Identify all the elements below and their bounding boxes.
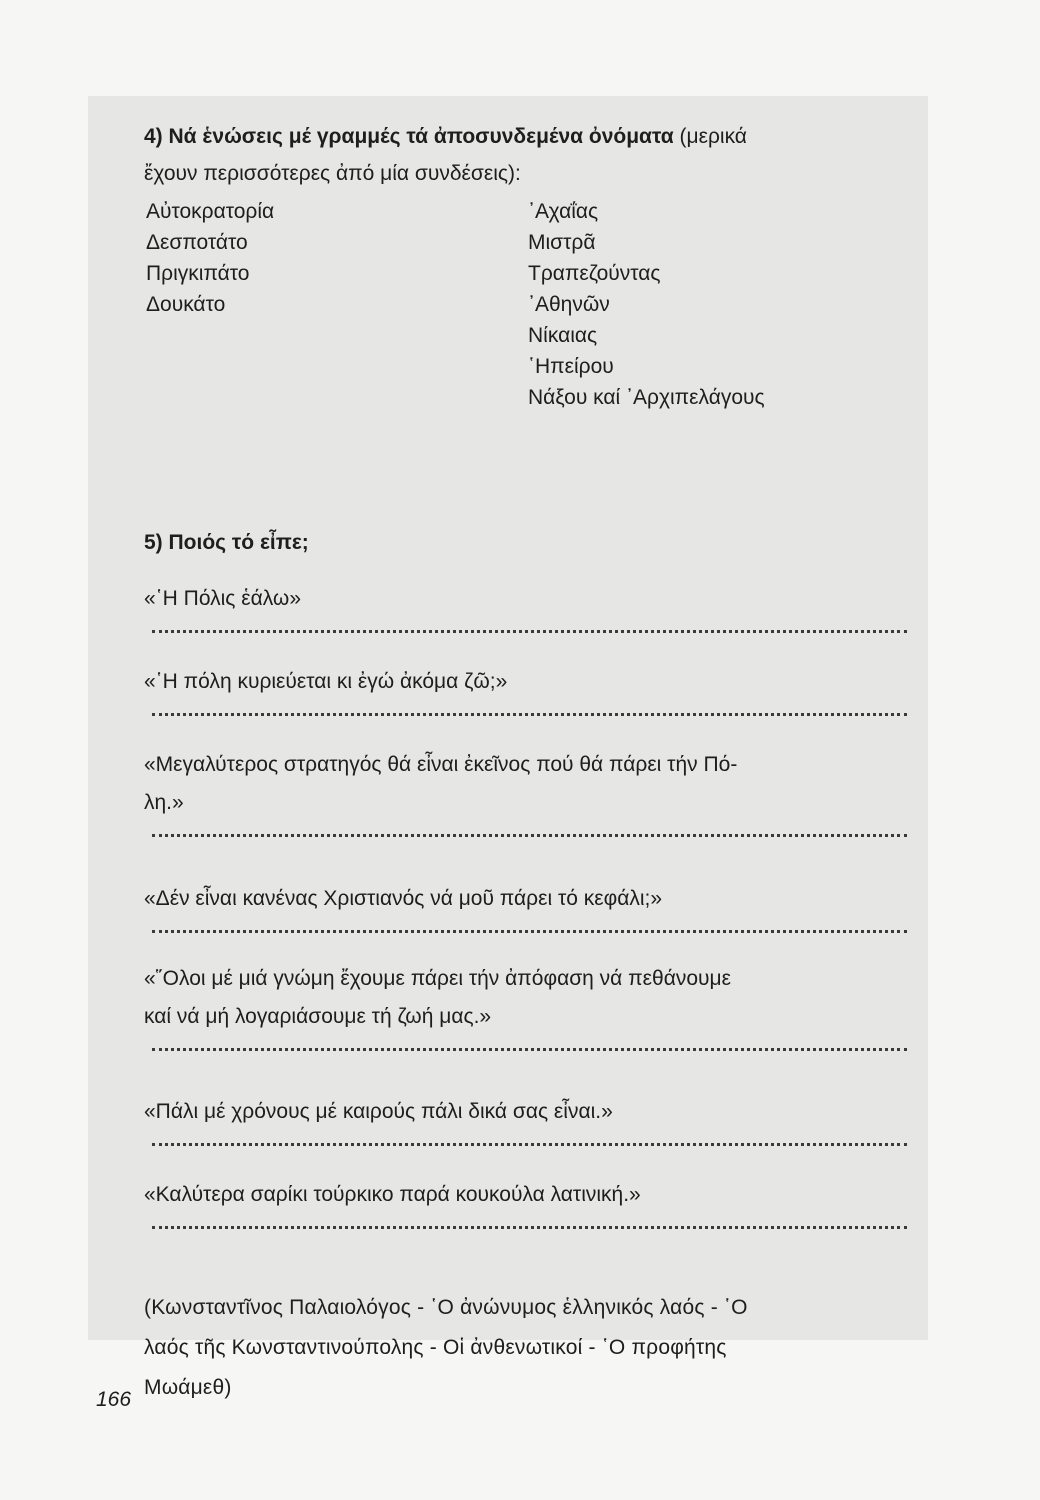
right-item: Μιστρᾶ — [528, 231, 596, 254]
page-number: 166 — [96, 1388, 132, 1411]
quote-line: «Καλύτερα σαρίκι τούρκικο παρά κουκούλα λατινική.» — [144, 1183, 641, 1206]
right-item: Τραπεζούντας — [528, 262, 661, 285]
quote-line: «῾Η πόλη κυριεύεται κι ἐγώ ἀκόμα ζῶ;» — [144, 670, 508, 693]
left-item: Δουκάτο — [146, 293, 226, 316]
answer-options-line: λαός τῆς Κωνσταντινούπολης - Οἱ ἀνθενωτικοί - ῾Ο προφήτης — [144, 1336, 727, 1359]
left-item: Δεσποτάτο — [146, 231, 248, 254]
quote-line: «῾Η Πόλις ἑάλω» — [144, 587, 301, 610]
answer-line-5[interactable] — [152, 1048, 907, 1051]
question-4-title: 4) Νά ἑνώσεις μέ γραμμές τά ἀποσυνδεμένα ὀνόματα — [144, 125, 674, 148]
answer-line-3[interactable] — [152, 834, 907, 837]
left-column — [146, 196, 274, 320]
right-item: Νίκαιας — [528, 324, 598, 347]
page-content — [144, 118, 914, 1399]
right-item: ᾿Αχαΐας — [528, 200, 599, 223]
right-column — [528, 196, 765, 413]
quote-6 — [144, 1093, 914, 1131]
quote-line: «Μεγαλύτερος στρατηγός θά εἶναι ἐκεῖνος πού θά πάρει τήν Πό- — [144, 753, 738, 776]
quote-7 — [144, 1176, 914, 1214]
quote-4 — [144, 880, 914, 918]
left-item: Πριγκιπάτο — [146, 262, 250, 285]
answer-line-4[interactable] — [152, 930, 907, 933]
quote-line: καί νά μή λογαριάσουμε τή ζωή μας.» — [144, 1005, 492, 1028]
answer-line-2[interactable] — [152, 713, 907, 716]
quote-line: «Δέν εἶναι κανένας Χριστιανός νά μοῦ πάρει τό κεφάλι;» — [144, 887, 663, 910]
question-4-heading — [144, 118, 914, 192]
answer-line-7[interactable] — [152, 1226, 907, 1229]
quote-line: λη.» — [144, 791, 184, 814]
left-item: Αὐτοκρατορία — [146, 200, 275, 223]
answer-line-1[interactable] — [152, 630, 907, 633]
right-item: Νάξου καί ᾿Αρχιπελάγους — [528, 386, 765, 409]
question-4-note-end: ἔχουν περισσότερες ἀπό μία συνδέσεις): — [144, 162, 521, 185]
quote-2 — [144, 663, 914, 701]
quote-5 — [144, 960, 914, 1036]
answer-options-line: (Κωνσταντῖνος Παλαιολόγος - ῾Ο ἀνώνυμος ἑλληνικός λαός - ῾Ο — [144, 1296, 748, 1319]
answer-options — [144, 1288, 914, 1408]
matching-columns — [144, 192, 914, 412]
quote-line: «῞Ολοι μέ μιά γνώμη ἔχουμε πάρει τήν ἀπόφαση νά πεθάνουμε — [144, 967, 731, 990]
question-5-heading: 5) Ποιός τό εἶπε; — [144, 531, 309, 554]
right-item: ᾿Αθηνῶν — [528, 293, 610, 316]
question-4-note-start: (μερικά — [679, 125, 747, 148]
quote-3 — [144, 746, 914, 822]
right-item: ῾Ηπείρου — [528, 355, 614, 378]
quote-line: «Πάλι μέ χρόνους μέ καιρούς πάλι δικά σας εἶναι.» — [144, 1100, 613, 1123]
answer-line-6[interactable] — [152, 1143, 907, 1146]
answer-options-line: Μωάμεθ) — [144, 1376, 232, 1399]
quote-1 — [144, 580, 914, 618]
